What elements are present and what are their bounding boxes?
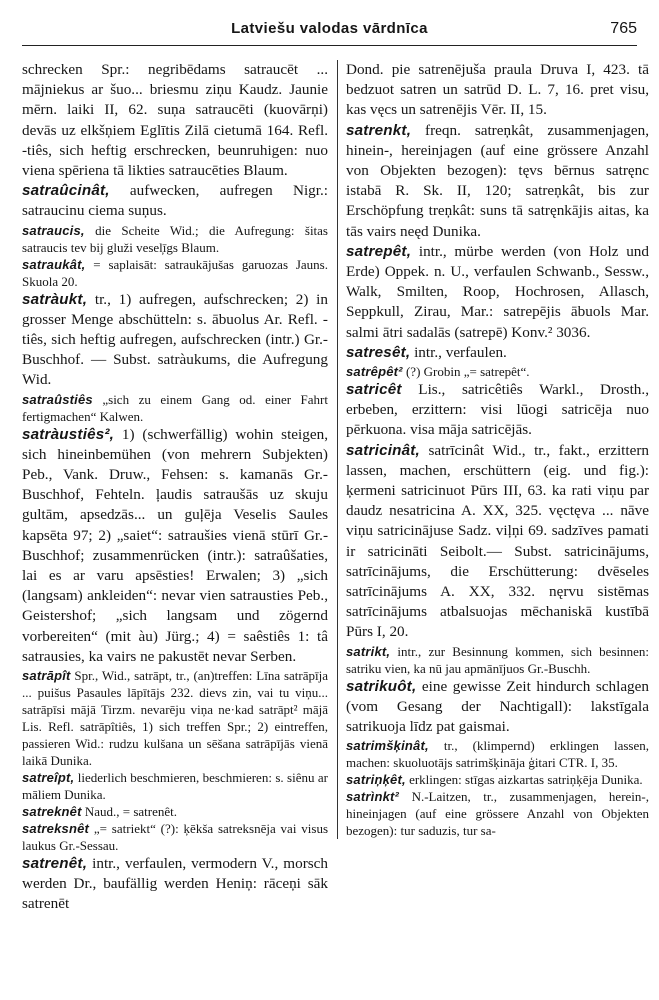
- entry-headword: satraukât,: [22, 256, 86, 272]
- dictionary-entry: [346, 242, 649, 343]
- entry-headword: satreknêt: [22, 804, 82, 820]
- entry-definition: freqn. satreņkât, zusammenjagen, hinein-, hereinjagen (auf eine grössere Anzahl von Objekten bezogen): tęvs bērnus satręnc istabā R. Sk. II, 120; satreņkât, bis zur Erschöpfung treņkât: suns tā satręnkājis aitas, ka tās vairs neęd Dunika.: [346, 121, 649, 240]
- dictionary-entry: [346, 771, 649, 788]
- dictionary-entry: [22, 854, 328, 915]
- entry-headword: satreksnêt: [22, 821, 90, 837]
- dictionary-entry: [22, 60, 328, 181]
- entry-definition: Dond. pie satrenējuša praula Druva I, 423. tā bedzuot satren un satrūd D. L. 7, 16. pret visu, kas vęcs un satrenējis Vēr. II, 15.: [346, 61, 649, 119]
- dictionary-entry: [346, 363, 649, 380]
- entry-definition: (?) Grobin „= satrepêt“.: [402, 364, 530, 380]
- entry-headword: satràukt,: [22, 290, 88, 308]
- entry-headword: satrepêt,: [346, 242, 412, 260]
- entry-definition: intr., mürbe werden (von Holz und Erde) Oppek. n. U., verfaulen Schwanb., Sessw., Walk, Smilten, Roop, Hochrosen, Allasch, Seppkull, Zirau, Mar.: satrepējis ābuols Mar. salmi ātri sadalās (satrepē) Konv.² 3036.: [346, 242, 649, 341]
- entry-definition: Lis., satricêtiês Warkl., Drosth., erbeben, erzittern: visi lūogi satricēja nuo pērkuona. visa māja satricējās.: [346, 381, 649, 439]
- entry-headword: satràustiês²,: [22, 425, 115, 443]
- entry-definition: 1) (schwerfällig) wohin steigen, sich hineinbemühen (von mehrern Subjekten) Peb., Vank. Druw., Fehsen: s. kamanās Gr.-Buschhof, Fehteln. ļaudis satraušās uz skuju gultām, apsedzās... un guļēja Veselis Saules kapsēta 97; 2) „saiet“: satraušies vienā stūrī Gr.-Buschhof; zusammenrücken (intr.): satraûšaties, lai es ar varu apsēsties! Erwalen; 3) „sich (langsam) ankleiden“: nevar vien satrausties Peb., Geistershof; „sich langsam und zögernd vorbereiten“ (mit àu) Jürg.; 4) = saêstiês 1: tâ satrausies, ka vairs ne pakustēt nevar Serben.: [22, 425, 328, 665]
- entry-headword: satriņķêt,: [346, 772, 406, 788]
- dictionary-entry: [346, 788, 649, 839]
- entry-definition: satrīcinât Wid., tr., fakt., erzittern lassen, machen, erschüttern (eig. und fig.): ķermeni satricinuot Pūrs III, 63. ka rati viņu par daudz nesatricina A. XX, 325. vęctęva ... nāve viņu satricinājuse Sadz. viļņi 69. sadzīves pamati ir satricināti Seibolt.— Subst. satricinājums, satrīcinājums, die Erschütterung: dvēseles satrīcinājums A. XX, 332. nęrvu sistēmas satrīcinājums atbalsuojas mēchaniskā kustībā Pūrs I, 20.: [346, 441, 649, 641]
- dictionary-entry: [346, 643, 649, 677]
- entry-headword: satraucis,: [22, 222, 85, 238]
- entry-definition: die Scheite Wid.; die Aufregung: šitas satraucis tev bij gluži vesel̦īgs Blaum.: [22, 222, 328, 255]
- entry-headword: satraûcinât,: [22, 182, 110, 200]
- page-title: Latviešu valodas vārdnīca: [231, 20, 428, 37]
- entry-headword: satrenêt,: [22, 855, 88, 873]
- right-column: [337, 60, 649, 839]
- left-column: [22, 60, 328, 915]
- entry-headword: satresêt,: [346, 343, 411, 361]
- entry-headword: satraûstiês: [22, 391, 93, 407]
- entry-headword: satreîpt,: [22, 770, 75, 786]
- entry-headword: satrikt,: [346, 643, 391, 659]
- entry-headword: satrenkt,: [346, 121, 412, 139]
- dictionary-entry: [22, 425, 328, 667]
- entry-definition: tr., (klimpernd) erklingen lassen, machen: skuoluotājs satrimšķināja ģitari CTR. I, 35.: [346, 738, 649, 771]
- dictionary-entry: [346, 343, 649, 363]
- header-rule: [22, 45, 637, 46]
- entry-headword: satrimšķinât,: [346, 738, 429, 754]
- entry-definition: N.-Laitzen, tr., zusammenjagen, herein-, hineinjagen (auf eine grössere Anzahl von Objekten bezogen): tur saduzis, tur sa-: [346, 789, 649, 839]
- entry-definition: „= satriekt“ (?): ķēkša satreksnēja vai visus laukus Gr.-Sessau.: [22, 821, 328, 854]
- dictionary-entry: [22, 256, 328, 290]
- entry-definition: aufwecken, aufregen Nigr.: satraucinu ciema suņus.: [22, 182, 328, 220]
- dictionary-entry: [22, 803, 328, 820]
- dictionary-entry: [346, 60, 649, 121]
- page-number: 765: [610, 20, 637, 37]
- dictionary-entry: [22, 290, 328, 391]
- entry-headword: satricêt: [346, 381, 402, 399]
- dictionary-entry: [346, 441, 649, 643]
- entry-definition: eine gewisse Zeit hindurch schlagen (vom Gesang der Nachtigall): lakstīgala satrikuoja līdz pat gaismai.: [346, 677, 649, 736]
- running-head: [22, 20, 637, 40]
- entry-definition: = saplaisāt: satraukājušas garuozas Jauns. Skuola 20.: [22, 256, 328, 289]
- entry-definition: tr., 1) aufregen, aufschrecken; 2) in grosser Menge abschütteln: s. ābuolus Ar. Refl. -tiês, sich heftig aufregen, aufschrecken (intr.) Gr.-Buschhof. — Subst. satràukums, die Aufregung Wid.: [22, 290, 328, 389]
- dictionary-entry: [346, 677, 649, 738]
- entry-definition: intr., zur Besinnung kommen, sich besinnen: satriku vien, ka nū jau apmānījuos Gr.-Buschh.: [346, 643, 649, 676]
- entry-definition: intr., verfaulen.: [410, 343, 507, 361]
- dictionary-entry: [22, 391, 328, 425]
- entry-headword: satrìnkt²: [346, 789, 400, 805]
- dictionary-entry: [22, 769, 328, 803]
- entry-definition: Naud., = satrenêt.: [81, 804, 178, 820]
- entry-headword: satrikuôt,: [346, 677, 417, 695]
- dictionary-entry: [22, 820, 328, 854]
- dictionary-entry: [22, 222, 328, 256]
- dictionary-entry: [346, 737, 649, 771]
- entry-headword: satricinât,: [346, 441, 420, 459]
- entry-definition: Spr., Wid., satrāpt, tr., (an)treffen: Līna satrāpīja ... puišus Pasaules lāpītājs 232. dievs zin, vai tu viņu... satrāpīsi mājā Tirzm. nevarēju viņa ne·kad satrāpt² mājā Lis. Refl. satrāpîtiês, 1) sich treffen Spr.; 2) eintreffen, passieren Wid.: rudzu kulšana un sēšana satrāpījās vienā laikā Dunika.: [22, 668, 328, 769]
- dictionary-entry: [22, 667, 328, 769]
- dictionary-entry: [22, 181, 328, 221]
- entry-definition: schrecken Spr.: negribēdams satraucēt ... mājniekus ar šuo... briesmu ziņu Kaudz. Jaunie mērn. laiki II, 62. suņa satraucēti (kuovārņi) devās uz elkšņiem Eglītis Zilā cietumā 164. Refl. -tiês, sich heftig erschrecken, beunruhigen: nuo viena spēriena tā likties satraucēties Blaum.: [22, 61, 328, 180]
- entry-definition: intr., verfaulen, vermodern V., morsch werden Dr., baufällig werden Heniņ: rāceņi sāk satrenēt: [22, 855, 328, 913]
- entry-definition: „sich zu einem Gang od. einer Fahrt fertigmachen“ Kalwen.: [22, 391, 328, 424]
- entry-headword: satrêpêt²: [346, 364, 403, 380]
- dictionary-entry: [346, 380, 649, 441]
- entry-definition: liederlich beschmieren, beschmieren: s. siênu ar māliem Dunika.: [22, 770, 328, 803]
- entry-definition: erklingen: stīgas aizkartas satriņķēja Dunika.: [405, 772, 643, 788]
- dictionary-entry: [346, 121, 649, 242]
- entry-headword: satrāpît: [22, 668, 71, 684]
